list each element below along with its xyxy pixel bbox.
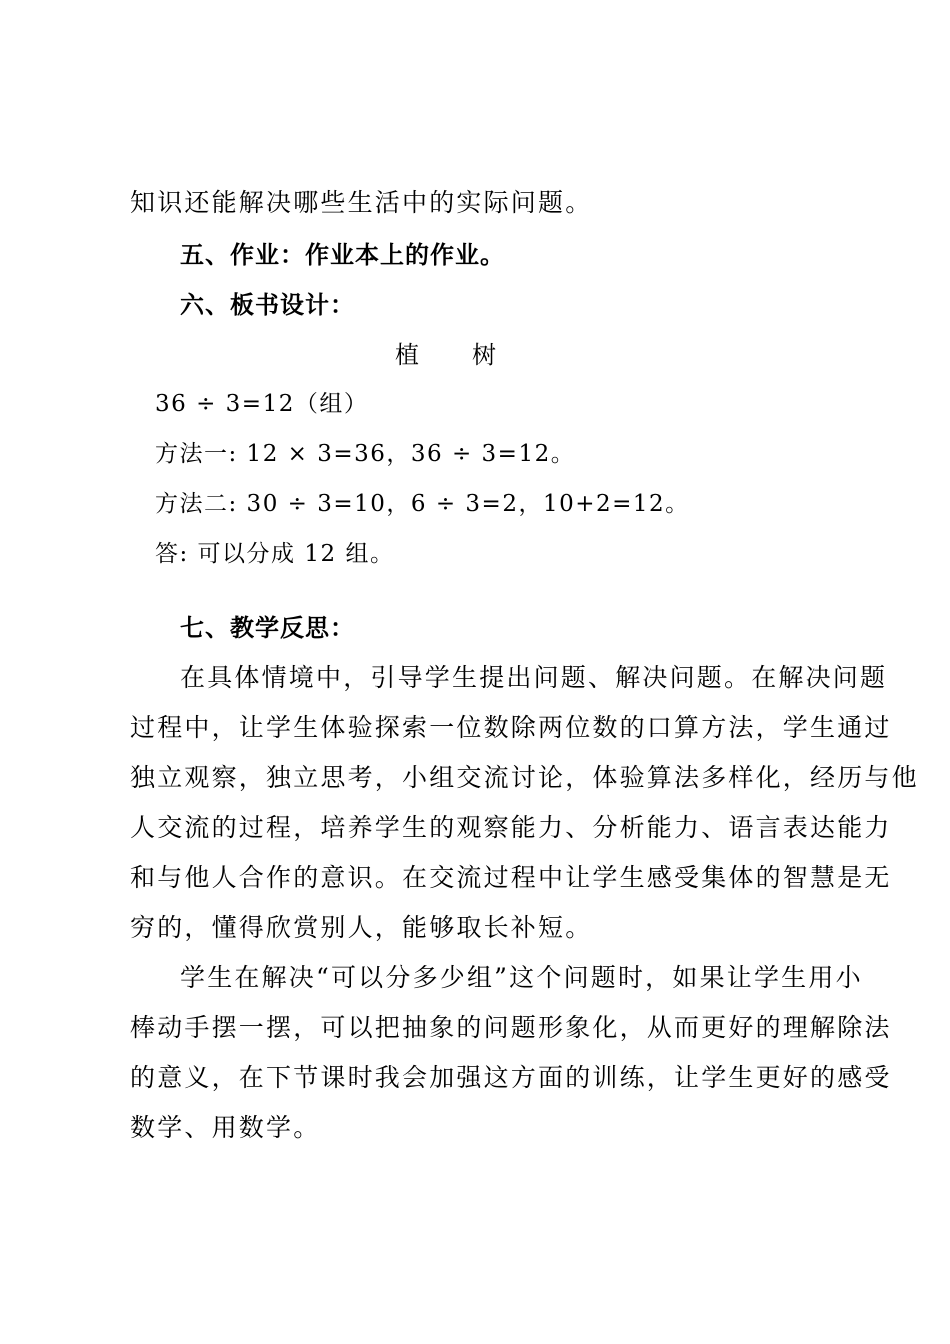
board-line-method-1: 方法一: 12 × 3=36，36 ÷ 3=12。 bbox=[155, 441, 576, 467]
section-homework-heading: 五、作业：作业本上的作业。 bbox=[180, 241, 505, 269]
paragraph-1-line-4: 人交流的过程，培养学生的观察能力、分析能力、语言表达能力 bbox=[130, 813, 892, 842]
paragraph-1-line-2: 过程中，让学生体验探索一位数除两位数的口算方法，学生通过 bbox=[130, 713, 892, 742]
paragraph-2-line-3: 的意义，在下节课时我会加强这方面的训练，让学生更好的感受 bbox=[130, 1063, 892, 1092]
paragraph-1-line-3: 独立观察，独立思考，小组交流讨论，体验算法多样化，经历与他 bbox=[130, 763, 919, 792]
section-board-design-heading: 六、板书设计： bbox=[180, 291, 355, 319]
board-title bbox=[395, 340, 497, 370]
paragraph-2-line-4: 数学、用数学。 bbox=[130, 1113, 321, 1142]
board-line-equation: 36 ÷ 3=12（组） bbox=[155, 391, 369, 417]
intro-line: 知识还能解决哪些生活中的实际问题。 bbox=[130, 188, 593, 217]
paragraph-2-line-2: 棒动手摆一摆，可以把抽象的问题形象化，从而更好的理解除法 bbox=[130, 1013, 892, 1042]
paragraph-1-line-6: 穷的，懂得欣赏别人，能够取长补短。 bbox=[130, 913, 593, 942]
paragraph-1-line-1: 在具体情境中，引导学生提出问题、解决问题。在解决问题 bbox=[180, 663, 888, 692]
board-title-char-2: 树 bbox=[472, 341, 497, 369]
board-title-char-1: 植 bbox=[395, 341, 420, 369]
paragraph-2-line-1: 学生在解决“可以分多少组”这个问题时，如果让学生用小 bbox=[180, 963, 863, 992]
board-line-answer: 答: 可以分成 12 组。 bbox=[155, 541, 395, 567]
board-line-method-2: 方法二: 30 ÷ 3=10，6 ÷ 3=2，10+2=12。 bbox=[155, 491, 690, 517]
paragraph-1-line-5: 和与他人合作的意识。在交流过程中让学生感受集体的智慧是无 bbox=[130, 863, 892, 892]
section-reflection-heading: 七、教学反思： bbox=[180, 614, 355, 642]
